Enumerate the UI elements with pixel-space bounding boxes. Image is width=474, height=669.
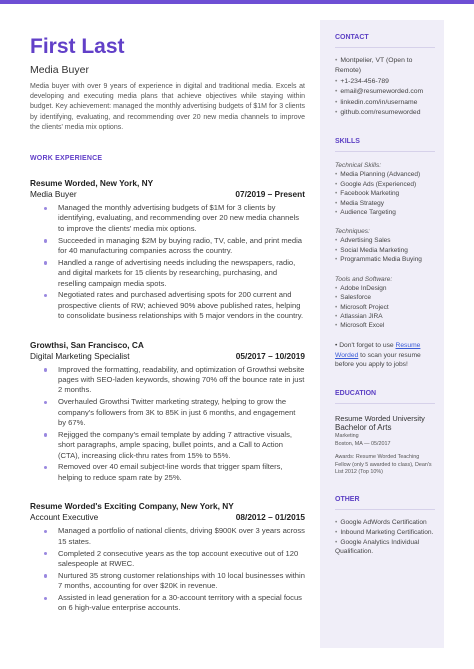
skill-item: • Media Planning (Advanced)	[335, 170, 435, 179]
contact-github[interactable]: • github.com/resumeworded	[335, 108, 435, 118]
candidate-name: First Last	[30, 35, 125, 58]
skill-item: • Microsoft Project	[335, 303, 435, 312]
job-role-row	[30, 512, 305, 523]
resume-tip: • Don't forget to use Resume Worded to scan your resume before you apply to jobs!	[335, 341, 421, 369]
skill-group-heading: Techniques:	[335, 228, 370, 236]
job-bullet: Managed the monthly advertising budgets of $1M for 3 clients by identifying, evaluating, and recommending over 20 new media channels to improve the clients' media mix options.	[44, 203, 305, 234]
contact-email[interactable]: • email@resumeworded.com	[335, 87, 435, 97]
skill-item: • Programmatic Media Buying	[335, 255, 435, 264]
contact-heading: CONTACT	[335, 34, 369, 41]
other-heading: OTHER	[335, 496, 360, 504]
summary-paragraph: Media buyer with over 9 years of experience in digital and traditional media. Excels at developing and executing media plans that achieve objectives while staying within budget. Key achievement: managed the monthly advertising budgets of $1M for 3 clients by identifying, evaluating, and recommending over 20 new media channels to improve the clients' media mix options.	[30, 83, 305, 131]
job-role: Media Buyer	[30, 189, 77, 200]
job-company: Resume Worded, New York, NY	[30, 178, 154, 189]
skill-item: • Adobe InDesign	[335, 284, 435, 293]
skill-item: • Media Strategy	[335, 199, 435, 208]
education-school: Resume Worded University	[335, 414, 425, 424]
skill-list	[335, 170, 435, 217]
job-bullet: Assisted in lead generation for a 30-account territory with a special focus on 6 high-value enterprise accounts.	[44, 593, 305, 614]
job-bullet-list	[30, 526, 305, 613]
job-role-row	[30, 351, 305, 362]
job-bullet: Negotiated rates and purchased advertising spots for 200 current and prospective clients of RW; achieved 90% above published rates, helping to consolidate business relationships with 5 major vendors in the country.	[44, 290, 305, 321]
job-bullet: Handled a range of advertising needs including the newspapers, radio, and digital markets for 15 clients by researching, purchasing, and reselling campaign media spots.	[44, 258, 305, 289]
certification-item: • Google Analytics Individual Qualification.	[335, 538, 435, 557]
job-dates: 07/2019 – Present	[235, 189, 305, 200]
sidebar	[320, 20, 444, 648]
certification-item: • Google AdWords Certification	[335, 518, 435, 528]
skill-item: • Microsoft Excel	[335, 321, 435, 330]
tip-text-before: Don't forget to use	[339, 341, 396, 349]
work-experience-heading: WORK EXPERIENCE	[30, 155, 103, 163]
education-field: Marketing	[335, 433, 359, 440]
job-bullet: Improved the formatting, readability, and optimization of Growthsi website pages with SEO-laden keywords, showing 70% off the bounce rate in just 2 months.	[44, 365, 305, 396]
job-company: Resume Worded's Exciting Company, New York, NY	[30, 501, 234, 512]
job-bullet-list	[30, 365, 305, 484]
skill-item: • Salesforce	[335, 293, 435, 302]
job-dates: 08/2012 – 01/2015	[235, 512, 305, 523]
certification-item: • Inbound Marketing Certification.	[335, 528, 435, 538]
education-degree: Bachelor of Arts	[335, 423, 392, 433]
section-divider	[335, 151, 435, 152]
job-bullet-list	[30, 203, 305, 322]
job-bullet: Succeeded in managing $2M by buying radio, TV, cable, and print media for 40 manufacturing companies across the country.	[44, 236, 305, 257]
job-bullet: Removed over 40 email subject-line words that trigger spam filters, helping to reduce spam rate by 25%.	[44, 462, 305, 483]
contact-list	[335, 56, 435, 118]
tip-text-after: to scan your resume before you apply to jobs!	[335, 351, 421, 369]
skill-item: • Social Media Marketing	[335, 246, 435, 255]
section-divider	[335, 403, 435, 404]
section-divider	[335, 509, 435, 510]
contact-location: • Montpelier, VT (Open to Remote)	[335, 56, 435, 77]
skill-list	[335, 284, 435, 331]
education-awards: Awards: Resume Worded Teaching Fellow (only 5 awarded to class), Dean's List 2012 (Top 10%)	[335, 454, 432, 475]
top-accent-rule	[0, 0, 474, 4]
job-role: Account Executive	[30, 512, 99, 523]
contact-phone[interactable]: • +1-234-456-789	[335, 77, 435, 87]
skill-list	[335, 236, 435, 264]
contact-linkedin[interactable]: • linkedin.com/in/username	[335, 98, 435, 108]
job-role: Digital Marketing Specialist	[30, 350, 130, 361]
job-bullet: Overhauled Growthsi Twitter marketing strategy, helping to grow the company's followers from 3K to 85K in just 6 months, and engagement by 67%.	[44, 397, 305, 428]
education-location-date: Boston, MA — 05/2017	[335, 440, 391, 447]
skill-item: • Facebook Marketing	[335, 189, 435, 198]
skills-heading: SKILLS	[335, 138, 360, 146]
candidate-title: Media Buyer	[30, 64, 89, 76]
job-bullet: Completed 2 consecutive years as the top account executive out of 120 salespeople at RWEC.	[44, 549, 305, 570]
job-dates: 05/2017 – 10/2019	[235, 350, 305, 361]
skill-item: • Advertising Sales	[335, 236, 435, 245]
skill-item: • Atlassian JIRA	[335, 312, 435, 321]
main-column	[30, 36, 305, 615]
skill-item: • Audience Targeting	[335, 208, 435, 217]
job-company: Growthsi, San Francisco, CA	[30, 339, 144, 350]
other-list	[335, 518, 435, 556]
job-bullet: Managed a portfolio of national clients, driving $900K over 3 years across 15 states.	[44, 526, 305, 547]
job-bullet: Nurtured 35 strong customer relationships with 10 local businesses within 7 months, accounting for over $20K in revenue.	[44, 571, 305, 592]
job-bullet: Rejigged the company's email template by adding 7 attractive visuals, short paragraphs, ample spacing, bullet points, and a Call to Action (CTA), increasing click-thru rates from 15% to 55%.	[44, 430, 305, 461]
skill-item: • Google Ads (Experienced)	[335, 180, 435, 189]
resume-worded-link[interactable]: Resume Worded	[335, 341, 421, 359]
education-heading: EDUCATION	[335, 390, 377, 398]
job-role-row	[30, 189, 305, 200]
skill-group-heading: Tools and Software:	[335, 275, 393, 283]
skill-group-heading: Technical Skills:	[335, 162, 382, 170]
section-divider	[335, 47, 435, 48]
